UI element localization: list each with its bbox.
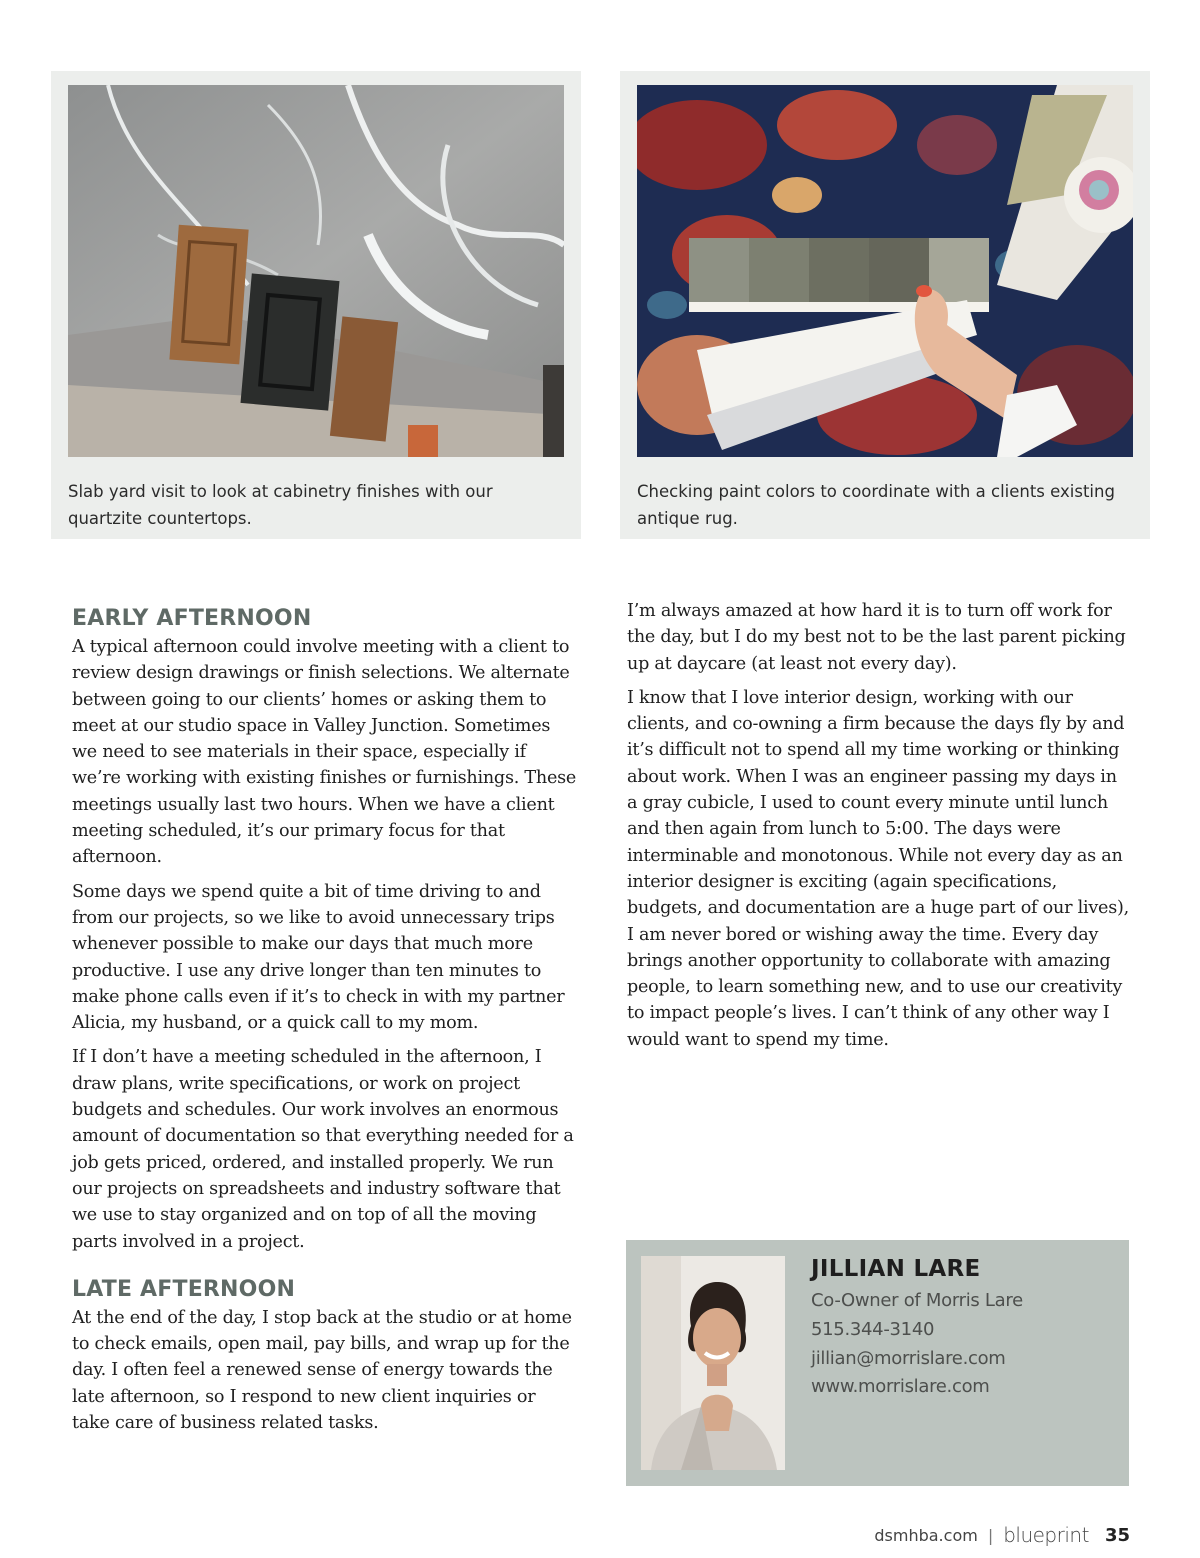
- slab-yard-photo: [68, 85, 564, 457]
- footer-brand-logo: blueprint: [1003, 1523, 1089, 1547]
- late-afternoon-heading: LATE AFTERNOON: [72, 1276, 296, 1302]
- footer-separator: |: [987, 1525, 994, 1545]
- article-column-right: [627, 598, 1132, 1061]
- author-email[interactable]: jillian@morrislare.com: [811, 1348, 1006, 1369]
- article-column-left: [72, 604, 577, 1444]
- right-paragraph-2: I know that I love interior design, working with our clients, and co-owning a firm because the days fly by and it’s difficult not to spend all my time working or thinking about work. When I was an engineer passing my days in a gray cubicle, I used to count every minute until lunch and then again from lunch to 5:00. The days were interminable and monotonous. While not every day as an interior designer is exciting (again specifications, budgets, and documentation are a huge part of our lives), I am never bored or wishing away the time. Every day brings another opportunity to collaborate with amazing people, to learn something new, and to use our creativity to impact people’s lives. I can’t think of any other way I would want to spend my time.: [627, 687, 1129, 1050]
- paint-colors-photo: [637, 85, 1133, 457]
- page-footer: [874, 1523, 1130, 1547]
- slab-yard-caption: Slab yard visit to look at cabinetry finishes with our quartzite countertops.: [68, 482, 493, 528]
- photo-card-slab-yard: [51, 71, 581, 539]
- paint-colors-caption: Checking paint colors to coordinate with a clients existing antique rug.: [637, 482, 1115, 528]
- early-paragraph-3: If I don’t have a meeting scheduled in the afternoon, I draw plans, write specifications, or work on project budgets and schedules. Our work involves an enormous amount of documentation so that everything needed for a job gets priced, ordered, and installed properly. We run our projects on spreadsheets and industry software that we use to stay organized and on top of all the moving parts involved in a project.: [72, 1047, 574, 1252]
- author-phone[interactable]: 515.344-3140: [811, 1319, 935, 1340]
- page-number: 35: [1104, 1524, 1130, 1546]
- author-portrait: [641, 1256, 785, 1470]
- author-title: Co-Owner of Morris Lare: [811, 1290, 1023, 1311]
- author-bio-box: [626, 1240, 1129, 1486]
- photo-card-paint-colors: [620, 71, 1150, 539]
- footer-site[interactable]: dsmhba.com: [874, 1525, 978, 1545]
- author-name: JILLIAN LARE: [811, 1256, 981, 1282]
- author-website[interactable]: www.morrislare.com: [811, 1376, 990, 1397]
- early-afternoon-heading: EARLY AFTERNOON: [72, 606, 312, 631]
- right-paragraph-1: I’m always amazed at how hard it is to turn off work for the day, but I do my best not to be the last parent picking up at daycare (at least not every day).: [627, 601, 1126, 674]
- early-paragraph-1: A typical afternoon could involve meeting with a client to review design drawings or finish selections. We alternate between going to our clients’ homes or asking them to meet at our studio space in Valley Junction. Sometimes we need to see materials in their space, especially if we’re working with existing finishes or furnishings. These meetings usually last two hours. When we have a client meeting scheduled, it’s our primary focus for that afternoon.: [72, 637, 577, 868]
- late-paragraph-1: At the end of the day, I stop back at the studio or at home to check emails, open mail, pay bills, and wrap up for the day. I often feel a renewed sense of energy towards the late afternoon, so I respond to new client inquiries or take care of business related tasks.: [72, 1307, 572, 1434]
- early-paragraph-2: Some days we spend quite a bit of time driving to and from our projects, so we like to avoid unnecessary trips whenever possible to make our days that much more productive. I use any drive longer than ten minutes to make phone calls even if it’s to check in with my partner Alicia, my husband, or a quick call to my mom.: [72, 881, 565, 1034]
